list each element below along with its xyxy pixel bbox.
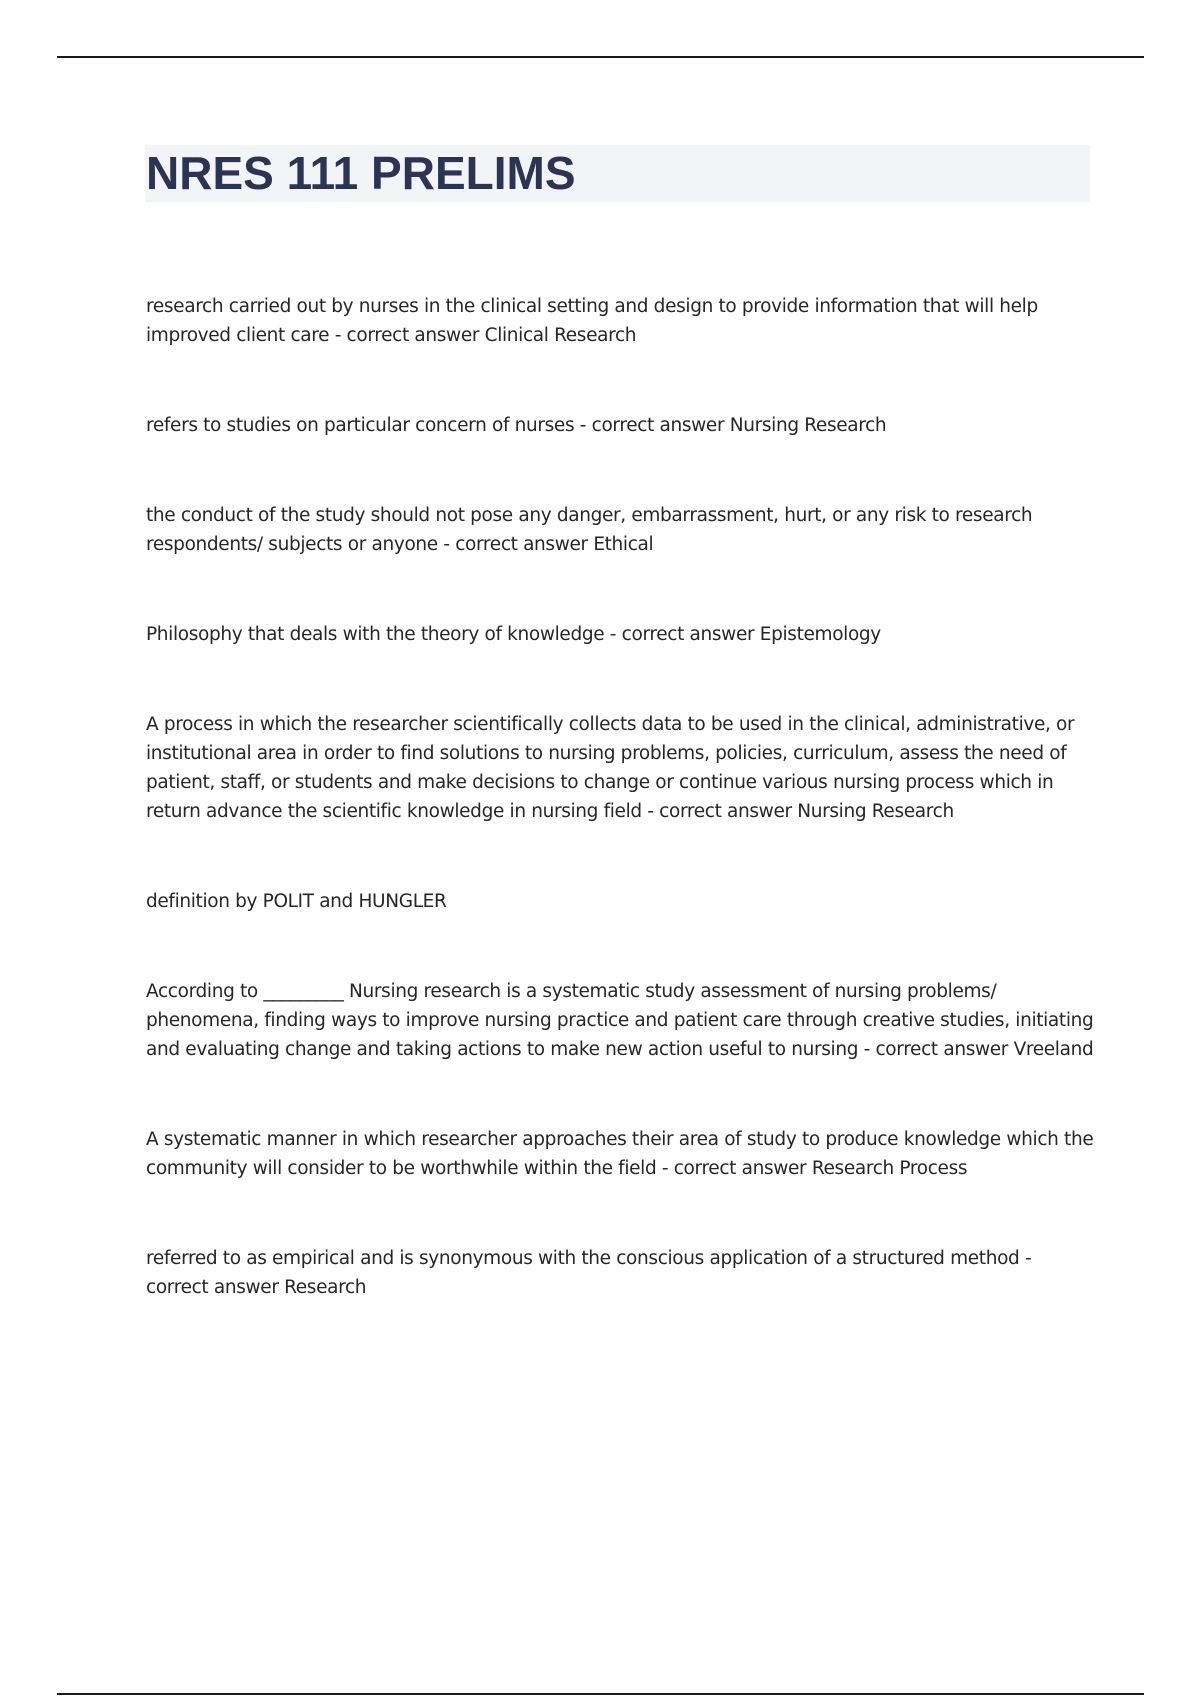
flashcard-entry: A process in which the researcher scientifically collects data to be used in the clinical, administrative, or institutional area in order to find solutions to nursing problems, policies, curriculum, assess the need of patient, staff, or students and make decisions to change or continue various nursing process which in return advance the scientific knowledge in nursing field - correct answer Nursing Research	[146, 714, 1075, 822]
flashcard-entry: the conduct of the study should not pose any danger, embarrassment, hurt, or any risk to research respondents/ subjects or anyone - correct answer Ethical	[146, 505, 1033, 555]
flashcard-entry: According to _________ Nursing research is a systematic study assessment of nursing problems/ phenomena, finding ways to improve nursing practice and patient care through creative studies, initiating and evaluating change and taking actions to make new action useful to nursing - correct answer Vreeland	[146, 981, 1094, 1060]
flashcard-entry: definition by POLIT and HUNGLER	[146, 891, 447, 912]
flashcard-entry: refers to studies on particular concern of nurses - correct answer Nursing Research	[146, 415, 887, 436]
flashcard-entry: Philosophy that deals with the theory of knowledge - correct answer Epistemology	[146, 624, 881, 645]
page-title: NRES 111 PRELIMS	[146, 147, 576, 199]
flashcard-entry: research carried out by nurses in the clinical setting and design to provide information that will help improved client care - correct answer Clinical Research	[146, 296, 1038, 346]
flashcard-entry: A systematic manner in which researcher approaches their area of study to produce knowledge which the community will consider to be worthwhile within the field - correct answer Research Process	[146, 1129, 1094, 1179]
bottom-divider	[57, 1693, 1144, 1695]
flashcard-list	[146, 292, 1096, 1363]
top-divider	[57, 56, 1144, 58]
flashcard-entry: referred to as empirical and is synonymous with the conscious application of a structured method - correct answer Research	[146, 1248, 1032, 1298]
